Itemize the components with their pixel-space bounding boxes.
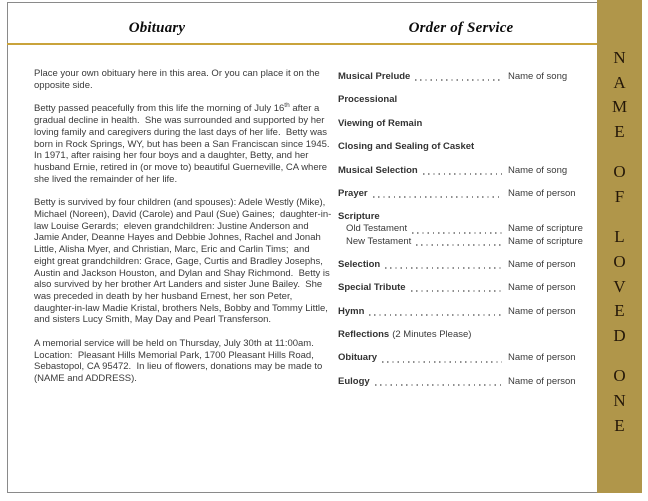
service-item-label: Reflections: [338, 329, 390, 341]
service-item-value: Name of song: [508, 71, 568, 82]
service-item-label: Selection: [338, 258, 381, 270]
service-subitem-value: Name of scripture: [508, 235, 583, 247]
ordinal-superscript: th: [284, 102, 290, 110]
service-item-label: Obituary: [338, 352, 378, 364]
dotted-leader: [369, 314, 502, 316]
order-of-service-title: Order of Service: [408, 20, 514, 36]
service-item-musical-selection: [338, 165, 590, 177]
service-item-label: Hymn: [338, 305, 365, 317]
spine-banner: [597, 0, 642, 493]
dotted-leader: [373, 196, 502, 198]
obituary-paragraph-4: A memorial service will be held on Thursday, July 30th at 11:00am. Location: Pleasant Hills Memorial Park, 1700 Pleasant Hills Road, Sebastopol, CA 95472. In lieu of flowers, donations may be made to (NAME and ADDRESS).: [34, 338, 325, 385]
obituary-section: [34, 68, 335, 397]
dotted-leader: [375, 384, 502, 386]
service-item-obituary: [338, 352, 590, 364]
service-item-label: Musical Prelude: [338, 71, 411, 82]
service-item-reflections: [338, 329, 590, 341]
service-item-value: Name of person: [508, 305, 576, 317]
service-subitem-value: Name of scripture: [508, 223, 583, 235]
service-item-value: Name of song: [508, 164, 568, 176]
service-subitem-old-testament: [338, 223, 590, 235]
obituary-paragraph-1: Place your own obituary here in this area. Or you can place it on the opposite side.: [34, 68, 323, 91]
service-item-value: Name of person: [508, 375, 576, 387]
service-item-value: Name of person: [508, 352, 576, 364]
service-item-prayer: [338, 188, 590, 200]
dotted-leader: [382, 361, 502, 363]
service-item-eulogy: [338, 376, 590, 388]
spine-word: NAME: [611, 48, 628, 142]
dotted-leader: [411, 290, 502, 292]
service-item-label: Closing and Sealing of Casket: [338, 141, 475, 153]
service-item-closing-and-sealing: [338, 141, 590, 153]
service-item-label: Prayer: [338, 187, 368, 199]
spine-word: OF: [613, 162, 626, 207]
obituary-title: Obituary: [128, 20, 186, 36]
service-subitem-label: New Testament: [346, 235, 412, 247]
service-subitem-label: Old Testament: [346, 223, 408, 235]
obituary-paragraph-2: [34, 102, 335, 185]
service-item-scripture-group: [338, 211, 590, 247]
service-item-note: (2 Minutes Please): [392, 329, 472, 341]
service-item-processional: [338, 94, 590, 106]
dotted-leader: [412, 232, 502, 234]
service-item-label: Special Tribute: [338, 282, 406, 294]
service-item-musical-prelude: [338, 71, 590, 83]
obituary-paragraph-2-rest: after a gradual decline in health. She was surrounded and supported by her loving family and caregivers during the last days of her life. Betty was born in Rock Springs, WY, but has been a San Franciscan since 1945. In 1971, after raising her four boys and a daughter, Betty, and her husband Ernie, retired in (or move to) beautiful Guerneville, CA where she lived the remainder of her life.: [34, 103, 335, 185]
spine-word: ONE: [613, 366, 626, 435]
dotted-leader: [423, 173, 502, 175]
service-item-label: Musical Selection: [338, 164, 418, 176]
service-item-label: Viewing of Remain: [338, 117, 423, 129]
service-item-scripture: [338, 211, 590, 223]
service-subitem-new-testament: [338, 236, 590, 248]
service-item-special-tribute: [338, 282, 590, 294]
obituary-paragraph-3: Betty is survived by four children (and spouses): Adele Westly (Mike), Michael (Noreen), David (Carole) and Paul (Sue) Gaines; daughter-in-law Louise Gerards; eleven grandchildren: Justine Anderson and Jamie Ander, Deanne Hayes and Debbie Johnes, Rachel and Jonah Little, Alisha Myer, and Christian, Marc, Eric and Carlin Tims; and eight great grandchildren: Grace, Gage, Curtis and Bradley Josephs, Austin and Jackson Houston, and Dylan and Shay Richmond. Betty is also survived by her brother Art Landers and sister June Bailey. She was preceded in death by her husband Ernest, her son Peter, daughter-in-law Madie Kristal, brothers Nels, Bobby and Tommy Little, and sisters Lucy Smith, May Day and Pearl Transferson.: [34, 197, 333, 326]
header-divider-rule: [7, 43, 598, 45]
service-item-selection: [338, 259, 590, 271]
service-item-value: Name of person: [508, 282, 576, 294]
spine-word: LOVED: [613, 227, 626, 346]
obituary-paragraph-2-text: Betty passed peacefully from this life the morning of July 16: [34, 103, 285, 115]
order-of-service-list: [338, 68, 590, 399]
service-item-hymn: [338, 306, 590, 318]
dotted-leader: [385, 267, 502, 269]
service-item-value: Name of person: [508, 187, 576, 199]
service-item-viewing-of-remain: [338, 118, 590, 130]
dotted-leader: [415, 79, 502, 81]
dotted-leader: [416, 244, 502, 246]
service-item-label: Eulogy: [338, 375, 370, 387]
service-item-label: Scripture: [338, 211, 380, 223]
service-item-value: Name of person: [508, 258, 576, 270]
service-item-label: Processional: [338, 94, 398, 106]
